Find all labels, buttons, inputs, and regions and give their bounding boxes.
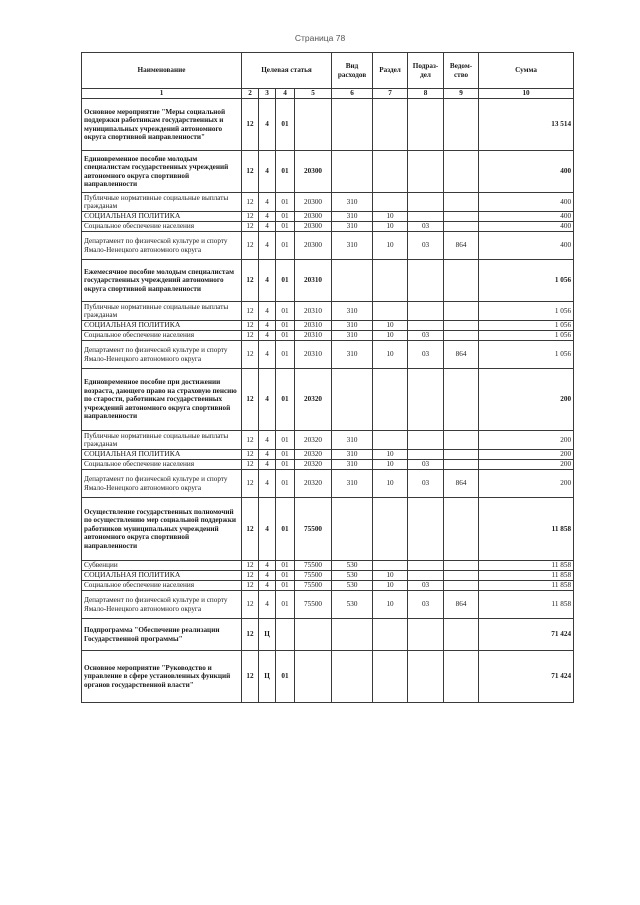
section-cell: 10 (373, 232, 408, 260)
target-code-cell: 20320 (295, 450, 332, 460)
target-code-cell (276, 619, 295, 651)
expense-type-cell: 310 (332, 302, 373, 321)
subsection-cell (408, 151, 444, 193)
section-cell (373, 99, 408, 151)
subsection-cell (408, 321, 444, 331)
row-name-cell: СОЦИАЛЬНАЯ ПОЛИТИКА (82, 321, 242, 331)
row-name-cell: Социальное обеспечение населения (82, 581, 242, 591)
target-code-cell: 12 (242, 260, 259, 302)
table-row (82, 321, 574, 331)
row-name-cell: Социальное обеспечение населения (82, 222, 242, 232)
expense-type-cell: 310 (332, 212, 373, 222)
sum-cell: 200 (479, 431, 574, 450)
target-code-cell: 4 (259, 369, 276, 431)
column-number: 3 (259, 89, 276, 99)
budget-table (81, 52, 574, 703)
target-code-cell (295, 619, 332, 651)
expense-type-cell (332, 619, 373, 651)
sum-cell: 11 858 (479, 498, 574, 561)
target-code-cell: 20300 (295, 232, 332, 260)
target-code-cell: 20320 (295, 431, 332, 450)
table-body (82, 99, 574, 703)
subsection-cell: 03 (408, 222, 444, 232)
target-code-cell: 4 (259, 222, 276, 232)
target-code-cell: 12 (242, 498, 259, 561)
department-cell (444, 99, 479, 151)
subsection-cell: 03 (408, 460, 444, 470)
target-code-cell: 4 (259, 212, 276, 222)
target-code-cell: 20310 (295, 321, 332, 331)
table-row (82, 232, 574, 260)
table-row (82, 212, 574, 222)
target-code-cell: 01 (276, 232, 295, 260)
expense-type-cell: 310 (332, 450, 373, 460)
target-code-cell: 01 (276, 581, 295, 591)
sum-cell: 200 (479, 450, 574, 460)
subsection-cell: 03 (408, 331, 444, 341)
row-name-cell: Единовременное пособие при достижении возраста, дающего право на страховую пенсию по старости, работникам государственных учреждений автономного округа спортивной направленности (82, 369, 242, 431)
row-name-cell: Осуществление государственных полномочий по осуществлению мер социальной поддержки работников муниципальных учреждений автономного округа спортивной направленности (82, 498, 242, 561)
section-cell (373, 561, 408, 571)
target-code-cell: 75500 (295, 571, 332, 581)
row-name-cell: Департамент по физической культуре и спорту Ямало-Ненецкого автономного округа (82, 341, 242, 369)
table-row (82, 561, 574, 571)
column-number: 8 (408, 89, 444, 99)
section-cell (373, 619, 408, 651)
row-name-cell: Департамент по физической культуре и спорту Ямало-Ненецкого автономного округа (82, 232, 242, 260)
target-code-cell: 01 (276, 431, 295, 450)
department-cell (444, 369, 479, 431)
section-cell: 10 (373, 222, 408, 232)
department-cell (444, 651, 479, 703)
target-code-cell: 4 (259, 571, 276, 581)
column-number: 2 (242, 89, 259, 99)
sum-cell: 400 (479, 212, 574, 222)
target-code-cell: 4 (259, 302, 276, 321)
target-code-cell: 20300 (295, 193, 332, 212)
target-code-cell: 12 (242, 331, 259, 341)
sum-cell: 400 (479, 193, 574, 212)
target-code-cell: 12 (242, 212, 259, 222)
header-name: Наименование (82, 53, 242, 89)
department-cell: 864 (444, 470, 479, 498)
target-code-cell: 12 (242, 222, 259, 232)
expense-type-cell (332, 151, 373, 193)
table-row (82, 651, 574, 703)
expense-type-cell: 530 (332, 591, 373, 619)
target-code-cell: 01 (276, 99, 295, 151)
department-cell: 864 (444, 232, 479, 260)
department-cell (444, 460, 479, 470)
department-cell (444, 212, 479, 222)
target-code-cell: 12 (242, 450, 259, 460)
target-code-cell: 12 (242, 651, 259, 703)
blank-page-area (0, 765, 640, 905)
target-code-cell: 20300 (295, 222, 332, 232)
table-row (82, 498, 574, 561)
table-row (82, 431, 574, 450)
row-name-cell: Единовременное пособие молодым специалистам государственных учреждений автономного округа спортивной направленности (82, 151, 242, 193)
expense-type-cell: 310 (332, 193, 373, 212)
target-code-cell: Ц (259, 651, 276, 703)
target-code-cell: 12 (242, 619, 259, 651)
target-code-cell: 4 (259, 470, 276, 498)
target-code-cell: 75500 (295, 498, 332, 561)
section-cell: 10 (373, 450, 408, 460)
subsection-cell (408, 260, 444, 302)
target-code-cell: 01 (276, 341, 295, 369)
row-name-cell: Ежемесячное пособие молодым специалистам государственных учреждений автономного округа спортивной направленности (82, 260, 242, 302)
expense-type-cell (332, 498, 373, 561)
table-row (82, 302, 574, 321)
row-name-cell: Основное мероприятие "Меры социальной поддержки работникам государственных и муниципальных учреждений автономного округа спортивной направленности" (82, 99, 242, 151)
target-code-cell: 01 (276, 450, 295, 460)
expense-type-cell (332, 99, 373, 151)
subsection-cell (408, 212, 444, 222)
target-code-cell: 4 (259, 460, 276, 470)
target-code-cell: 01 (276, 498, 295, 561)
target-code-cell: 4 (259, 260, 276, 302)
sum-cell: 71 424 (479, 651, 574, 703)
subsection-cell (408, 561, 444, 571)
column-number: 10 (479, 89, 574, 99)
sum-cell: 1 056 (479, 341, 574, 369)
sum-cell: 400 (479, 151, 574, 193)
sum-cell: 1 056 (479, 331, 574, 341)
subsection-cell (408, 369, 444, 431)
column-number: 5 (295, 89, 332, 99)
target-code-cell: 4 (259, 321, 276, 331)
target-code-cell: 01 (276, 331, 295, 341)
target-code-cell (295, 651, 332, 703)
target-code-cell: 12 (242, 151, 259, 193)
header-row (82, 53, 574, 89)
target-code-cell: 12 (242, 431, 259, 450)
header-sum: Сумма (479, 53, 574, 89)
target-code-cell: 20300 (295, 151, 332, 193)
subsection-cell: 03 (408, 341, 444, 369)
subsection-cell (408, 619, 444, 651)
department-cell (444, 571, 479, 581)
table-row (82, 460, 574, 470)
target-code-cell: 01 (276, 470, 295, 498)
target-code-cell: 01 (276, 369, 295, 431)
target-code-cell: 12 (242, 581, 259, 591)
section-cell: 10 (373, 341, 408, 369)
target-code-cell: 20300 (295, 212, 332, 222)
sum-cell: 11 858 (479, 581, 574, 591)
column-number-row (82, 89, 574, 99)
table-row (82, 591, 574, 619)
table-row (82, 331, 574, 341)
table-row (82, 99, 574, 151)
table-row (82, 571, 574, 581)
table-row (82, 260, 574, 302)
target-code-cell: 20310 (295, 331, 332, 341)
row-name-cell: Основное мероприятие "Руководство и управление в сфере установленных функций органов государственной власти" (82, 651, 242, 703)
header-target: Целевая статья (242, 53, 332, 89)
expense-type-cell: 530 (332, 581, 373, 591)
section-cell (373, 369, 408, 431)
subsection-cell: 03 (408, 232, 444, 260)
department-cell (444, 581, 479, 591)
target-code-cell: 12 (242, 99, 259, 151)
row-name-cell: СОЦИАЛЬНАЯ ПОЛИТИКА (82, 571, 242, 581)
section-cell (373, 651, 408, 703)
header-department: Ведом-ство (444, 53, 479, 89)
target-code-cell: 75500 (295, 591, 332, 619)
column-number: 4 (276, 89, 295, 99)
target-code-cell: 4 (259, 331, 276, 341)
table-row (82, 151, 574, 193)
row-name-cell: СОЦИАЛЬНАЯ ПОЛИТИКА (82, 450, 242, 460)
expense-type-cell: 530 (332, 561, 373, 571)
target-code-cell: 4 (259, 99, 276, 151)
expense-type-cell: 530 (332, 571, 373, 581)
column-number: 6 (332, 89, 373, 99)
table-row (82, 193, 574, 212)
target-code-cell: 20310 (295, 302, 332, 321)
row-name-cell: Социальное обеспечение населения (82, 460, 242, 470)
department-cell (444, 260, 479, 302)
subsection-cell (408, 302, 444, 321)
target-code-cell: 01 (276, 151, 295, 193)
expense-type-cell (332, 651, 373, 703)
target-code-cell: 4 (259, 591, 276, 619)
target-code-cell: 12 (242, 193, 259, 212)
target-code-cell: 12 (242, 369, 259, 431)
header-section: Раздел (373, 53, 408, 89)
table-row (82, 581, 574, 591)
target-code-cell: 20310 (295, 260, 332, 302)
department-cell: 864 (444, 591, 479, 619)
expense-type-cell (332, 260, 373, 302)
target-code-cell: 01 (276, 222, 295, 232)
section-cell: 10 (373, 212, 408, 222)
target-code-cell: 12 (242, 321, 259, 331)
sum-cell: 1 056 (479, 260, 574, 302)
sum-cell: 1 056 (479, 321, 574, 331)
department-cell (444, 498, 479, 561)
expense-type-cell: 310 (332, 460, 373, 470)
subsection-cell (408, 431, 444, 450)
target-code-cell: 12 (242, 571, 259, 581)
target-code-cell: Ц (259, 619, 276, 651)
expense-type-cell: 310 (332, 470, 373, 498)
sum-cell: 200 (479, 470, 574, 498)
target-code-cell: 4 (259, 498, 276, 561)
row-name-cell: Публичные нормативные социальные выплаты гражданам (82, 193, 242, 212)
target-code-cell: 01 (276, 212, 295, 222)
table-row (82, 470, 574, 498)
section-cell: 10 (373, 581, 408, 591)
row-name-cell: Публичные нормативные социальные выплаты гражданам (82, 431, 242, 450)
row-name-cell: Департамент по физической культуре и спорту Ямало-Ненецкого автономного округа (82, 470, 242, 498)
page-label: Страница 78 (294, 33, 346, 43)
target-code-cell: 01 (276, 591, 295, 619)
target-code-cell: 01 (276, 193, 295, 212)
subsection-cell (408, 193, 444, 212)
target-code-cell: 4 (259, 581, 276, 591)
target-code-cell (295, 99, 332, 151)
column-number: 1 (82, 89, 242, 99)
target-code-cell: 12 (242, 232, 259, 260)
target-code-cell: 4 (259, 431, 276, 450)
sum-cell: 400 (479, 222, 574, 232)
expense-type-cell: 310 (332, 321, 373, 331)
sum-cell: 200 (479, 460, 574, 470)
subsection-cell (408, 651, 444, 703)
department-cell (444, 431, 479, 450)
target-code-cell: 12 (242, 460, 259, 470)
section-cell (373, 431, 408, 450)
department-cell (444, 619, 479, 651)
target-code-cell: 4 (259, 193, 276, 212)
department-cell (444, 151, 479, 193)
row-name-cell: Социальное обеспечение населения (82, 331, 242, 341)
header-expense-type: Вид расходов (332, 53, 373, 89)
subsection-cell (408, 99, 444, 151)
sum-cell: 400 (479, 232, 574, 260)
row-name-cell: СОЦИАЛЬНАЯ ПОЛИТИКА (82, 212, 242, 222)
expense-type-cell: 310 (332, 431, 373, 450)
target-code-cell: 4 (259, 341, 276, 369)
target-code-cell: 4 (259, 561, 276, 571)
section-cell: 10 (373, 591, 408, 619)
department-cell (444, 302, 479, 321)
section-cell (373, 498, 408, 561)
expense-type-cell: 310 (332, 222, 373, 232)
target-code-cell: 12 (242, 341, 259, 369)
table-row (82, 369, 574, 431)
target-code-cell: 20320 (295, 470, 332, 498)
header-subsection: Подраз-дел (408, 53, 444, 89)
section-cell: 10 (373, 331, 408, 341)
department-cell (444, 561, 479, 571)
table-row (82, 450, 574, 460)
section-cell: 10 (373, 571, 408, 581)
column-number: 9 (444, 89, 479, 99)
sum-cell: 13 514 (479, 99, 574, 151)
target-code-cell: 4 (259, 232, 276, 260)
target-code-cell: 4 (259, 151, 276, 193)
section-cell: 10 (373, 460, 408, 470)
sum-cell: 11 858 (479, 591, 574, 619)
section-cell: 10 (373, 470, 408, 498)
target-code-cell: 01 (276, 651, 295, 703)
target-code-cell: 75500 (295, 561, 332, 571)
target-code-cell: 20310 (295, 341, 332, 369)
sum-cell: 71 424 (479, 619, 574, 651)
target-code-cell: 12 (242, 591, 259, 619)
department-cell (444, 193, 479, 212)
expense-type-cell: 310 (332, 232, 373, 260)
sum-cell: 1 056 (479, 302, 574, 321)
subsection-cell (408, 498, 444, 561)
section-cell (373, 193, 408, 212)
target-code-cell: 12 (242, 561, 259, 571)
row-name-cell: Публичные нормативные социальные выплаты гражданам (82, 302, 242, 321)
target-code-cell: 20320 (295, 460, 332, 470)
department-cell: 864 (444, 341, 479, 369)
target-code-cell: 20320 (295, 369, 332, 431)
section-cell (373, 260, 408, 302)
target-code-cell: 4 (259, 450, 276, 460)
subsection-cell: 03 (408, 470, 444, 498)
target-code-cell: 01 (276, 302, 295, 321)
table-row (82, 222, 574, 232)
subsection-cell: 03 (408, 591, 444, 619)
target-code-cell: 01 (276, 571, 295, 581)
column-number: 7 (373, 89, 408, 99)
section-cell (373, 151, 408, 193)
target-code-cell: 01 (276, 460, 295, 470)
section-cell (373, 302, 408, 321)
row-name-cell: Субвенции (82, 561, 242, 571)
department-cell (444, 331, 479, 341)
row-name-cell: Департамент по физической культуре и спорту Ямало-Ненецкого автономного округа (82, 591, 242, 619)
table-row (82, 341, 574, 369)
expense-type-cell: 310 (332, 341, 373, 369)
department-cell (444, 222, 479, 232)
target-code-cell: 12 (242, 470, 259, 498)
row-name-cell: Подпрограмма "Обеспечение реализации Государственной программы" (82, 619, 242, 651)
target-code-cell: 01 (276, 260, 295, 302)
expense-type-cell (332, 369, 373, 431)
department-cell (444, 321, 479, 331)
sum-cell: 11 858 (479, 561, 574, 571)
target-code-cell: 12 (242, 302, 259, 321)
target-code-cell: 75500 (295, 581, 332, 591)
subsection-cell (408, 571, 444, 581)
expense-type-cell: 310 (332, 331, 373, 341)
target-code-cell: 01 (276, 321, 295, 331)
department-cell (444, 450, 479, 460)
target-code-cell: 01 (276, 561, 295, 571)
sum-cell: 200 (479, 369, 574, 431)
section-cell: 10 (373, 321, 408, 331)
subsection-cell (408, 450, 444, 460)
table-row (82, 619, 574, 651)
sum-cell: 11 858 (479, 571, 574, 581)
subsection-cell: 03 (408, 581, 444, 591)
